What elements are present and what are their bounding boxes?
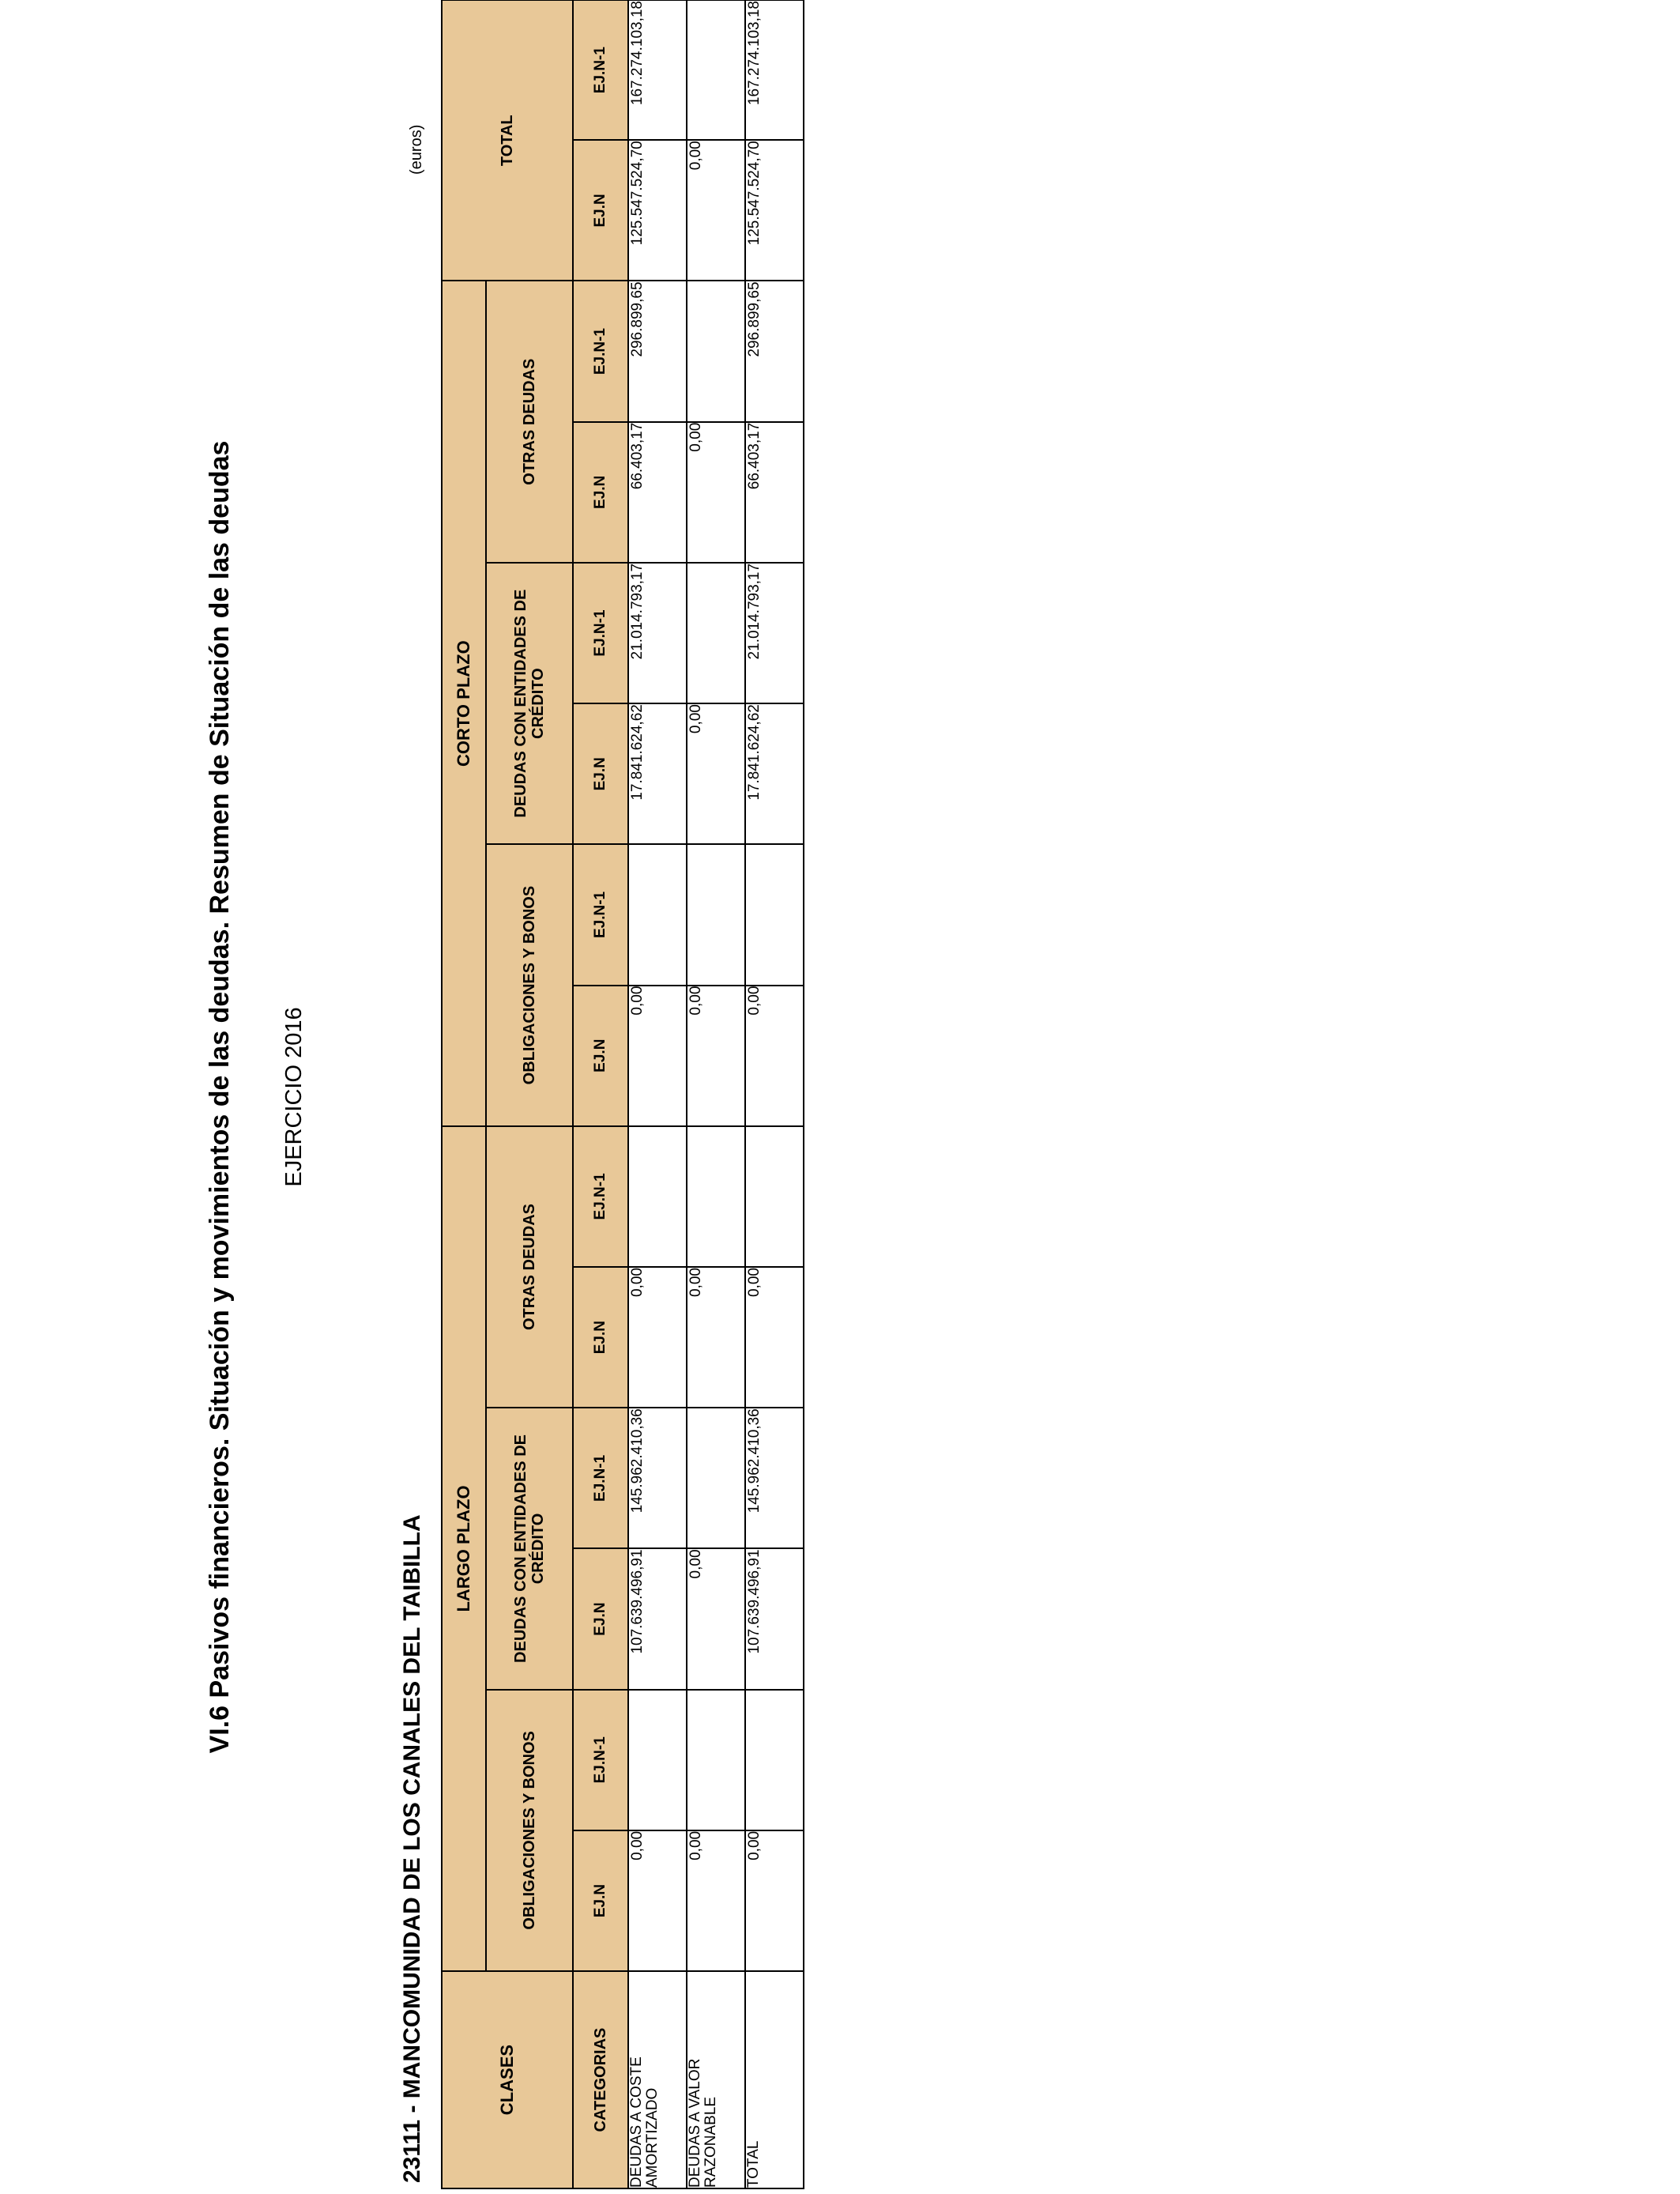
cell-value [687, 844, 745, 985]
cell-value [745, 1690, 804, 1830]
cell-value: 0,00 [628, 986, 687, 1126]
cell-value: 17.841.624,62 [745, 703, 804, 844]
cell-value: 0,00 [745, 1830, 804, 1971]
ej-n-header: EJ.N [573, 703, 628, 844]
cell-value: 125.547.524,70 [628, 140, 687, 281]
corto-plazo-header: CORTO PLAZO [442, 281, 486, 1125]
cp-deudas-credito-header: DEUDAS CON ENTIDADES DE CRÉDITO [486, 563, 573, 844]
cp-obligaciones-header: OBLIGACIONES Y BONOS [486, 844, 573, 1125]
cell-value: 0,00 [687, 1548, 745, 1689]
ej-n1-header: EJ.N-1 [573, 1126, 628, 1267]
cell-value: 0,00 [687, 1830, 745, 1971]
categorias-header: CATEGORIAS [573, 1971, 628, 2188]
cell-value: 107.639.496,91 [745, 1548, 804, 1689]
cell-value [687, 281, 745, 421]
cell-value [628, 844, 687, 985]
cell-value: 125.547.524,70 [745, 140, 804, 281]
cell-value: 296.899,65 [628, 281, 687, 421]
cell-value: 145.962.410,36 [628, 1408, 687, 1548]
row-category: TOTAL [745, 1971, 804, 2188]
cell-value: 107.639.496,91 [628, 1548, 687, 1689]
lp-otras-deudas-header: OTRAS DEUDAS [486, 1126, 573, 1408]
units-label: (euros) [408, 124, 425, 175]
cell-value [745, 1126, 804, 1267]
row-category: DEUDAS A VALOR RAZONABLE [687, 1971, 745, 2188]
ej-n1-header: EJ.N-1 [573, 0, 628, 140]
cell-value [745, 844, 804, 985]
cell-value: 0,00 [687, 1267, 745, 1408]
ej-n-header: EJ.N [573, 1830, 628, 1971]
cell-value [687, 1408, 745, 1548]
cell-value: 0,00 [687, 140, 745, 281]
cell-value [687, 1690, 745, 1830]
ej-n1-header: EJ.N-1 [573, 844, 628, 985]
table-row-total [745, 0, 804, 2188]
cell-value: 17.841.624,62 [628, 703, 687, 844]
cell-value: 167.274.103,18 [628, 0, 687, 140]
cell-value: 66.403,17 [628, 422, 687, 563]
cell-value [628, 1126, 687, 1267]
cell-value [628, 1690, 687, 1830]
debt-summary-table [441, 0, 804, 2189]
cell-value: 0,00 [687, 703, 745, 844]
cell-value [687, 563, 745, 703]
cell-value [687, 0, 745, 140]
ej-n-header: EJ.N [573, 986, 628, 1126]
ej-n-header: EJ.N [573, 422, 628, 563]
cell-value: 0,00 [687, 422, 745, 563]
cell-value: 0,00 [687, 986, 745, 1126]
cell-value: 0,00 [628, 1267, 687, 1408]
page-title: VI.6 Pasivos financieros. Situación y movimientos de las deudas. Resumen de Situación de las deudas [205, 440, 235, 1754]
cell-value [687, 1126, 745, 1267]
cell-value: 296.899,65 [745, 281, 804, 421]
ej-n1-header: EJ.N-1 [573, 563, 628, 703]
cell-value: 0,00 [745, 986, 804, 1126]
cell-value: 145.962.410,36 [745, 1408, 804, 1548]
table-row [628, 0, 687, 2188]
lp-deudas-credito-header: DEUDAS CON ENTIDADES DE CRÉDITO [486, 1408, 573, 1689]
cp-otras-deudas-header: OTRAS DEUDAS [486, 281, 573, 562]
cell-value: 0,00 [745, 1267, 804, 1408]
lp-obligaciones-header: OBLIGACIONES Y BONOS [486, 1690, 573, 1971]
row-category: DEUDAS A COSTE AMORTIZADO [628, 1971, 687, 2188]
cell-value: 167.274.103,18 [745, 0, 804, 140]
cell-value: 66.403,17 [745, 422, 804, 563]
ej-n-header: EJ.N [573, 1267, 628, 1408]
ej-n1-header: EJ.N-1 [573, 1408, 628, 1548]
ej-n-header: EJ.N [573, 1548, 628, 1689]
ej-n1-header: EJ.N-1 [573, 1690, 628, 1830]
clases-header: CLASES [442, 1971, 573, 2188]
cell-value: 21.014.793,17 [745, 563, 804, 703]
ej-n-header: EJ.N [573, 140, 628, 281]
total-header: TOTAL [442, 0, 573, 281]
table-row [687, 0, 745, 2188]
cell-value: 21.014.793,17 [628, 563, 687, 703]
largo-plazo-header: LARGO PLAZO [442, 1126, 486, 1971]
cell-value: 0,00 [628, 1830, 687, 1971]
fiscal-year: EJERCICIO 2016 [281, 1007, 307, 1187]
entity-name: 23111 - MANCOMUNIDAD DE LOS CANALES DEL TAIBILLA [399, 1514, 425, 2183]
ej-n1-header: EJ.N-1 [573, 281, 628, 421]
